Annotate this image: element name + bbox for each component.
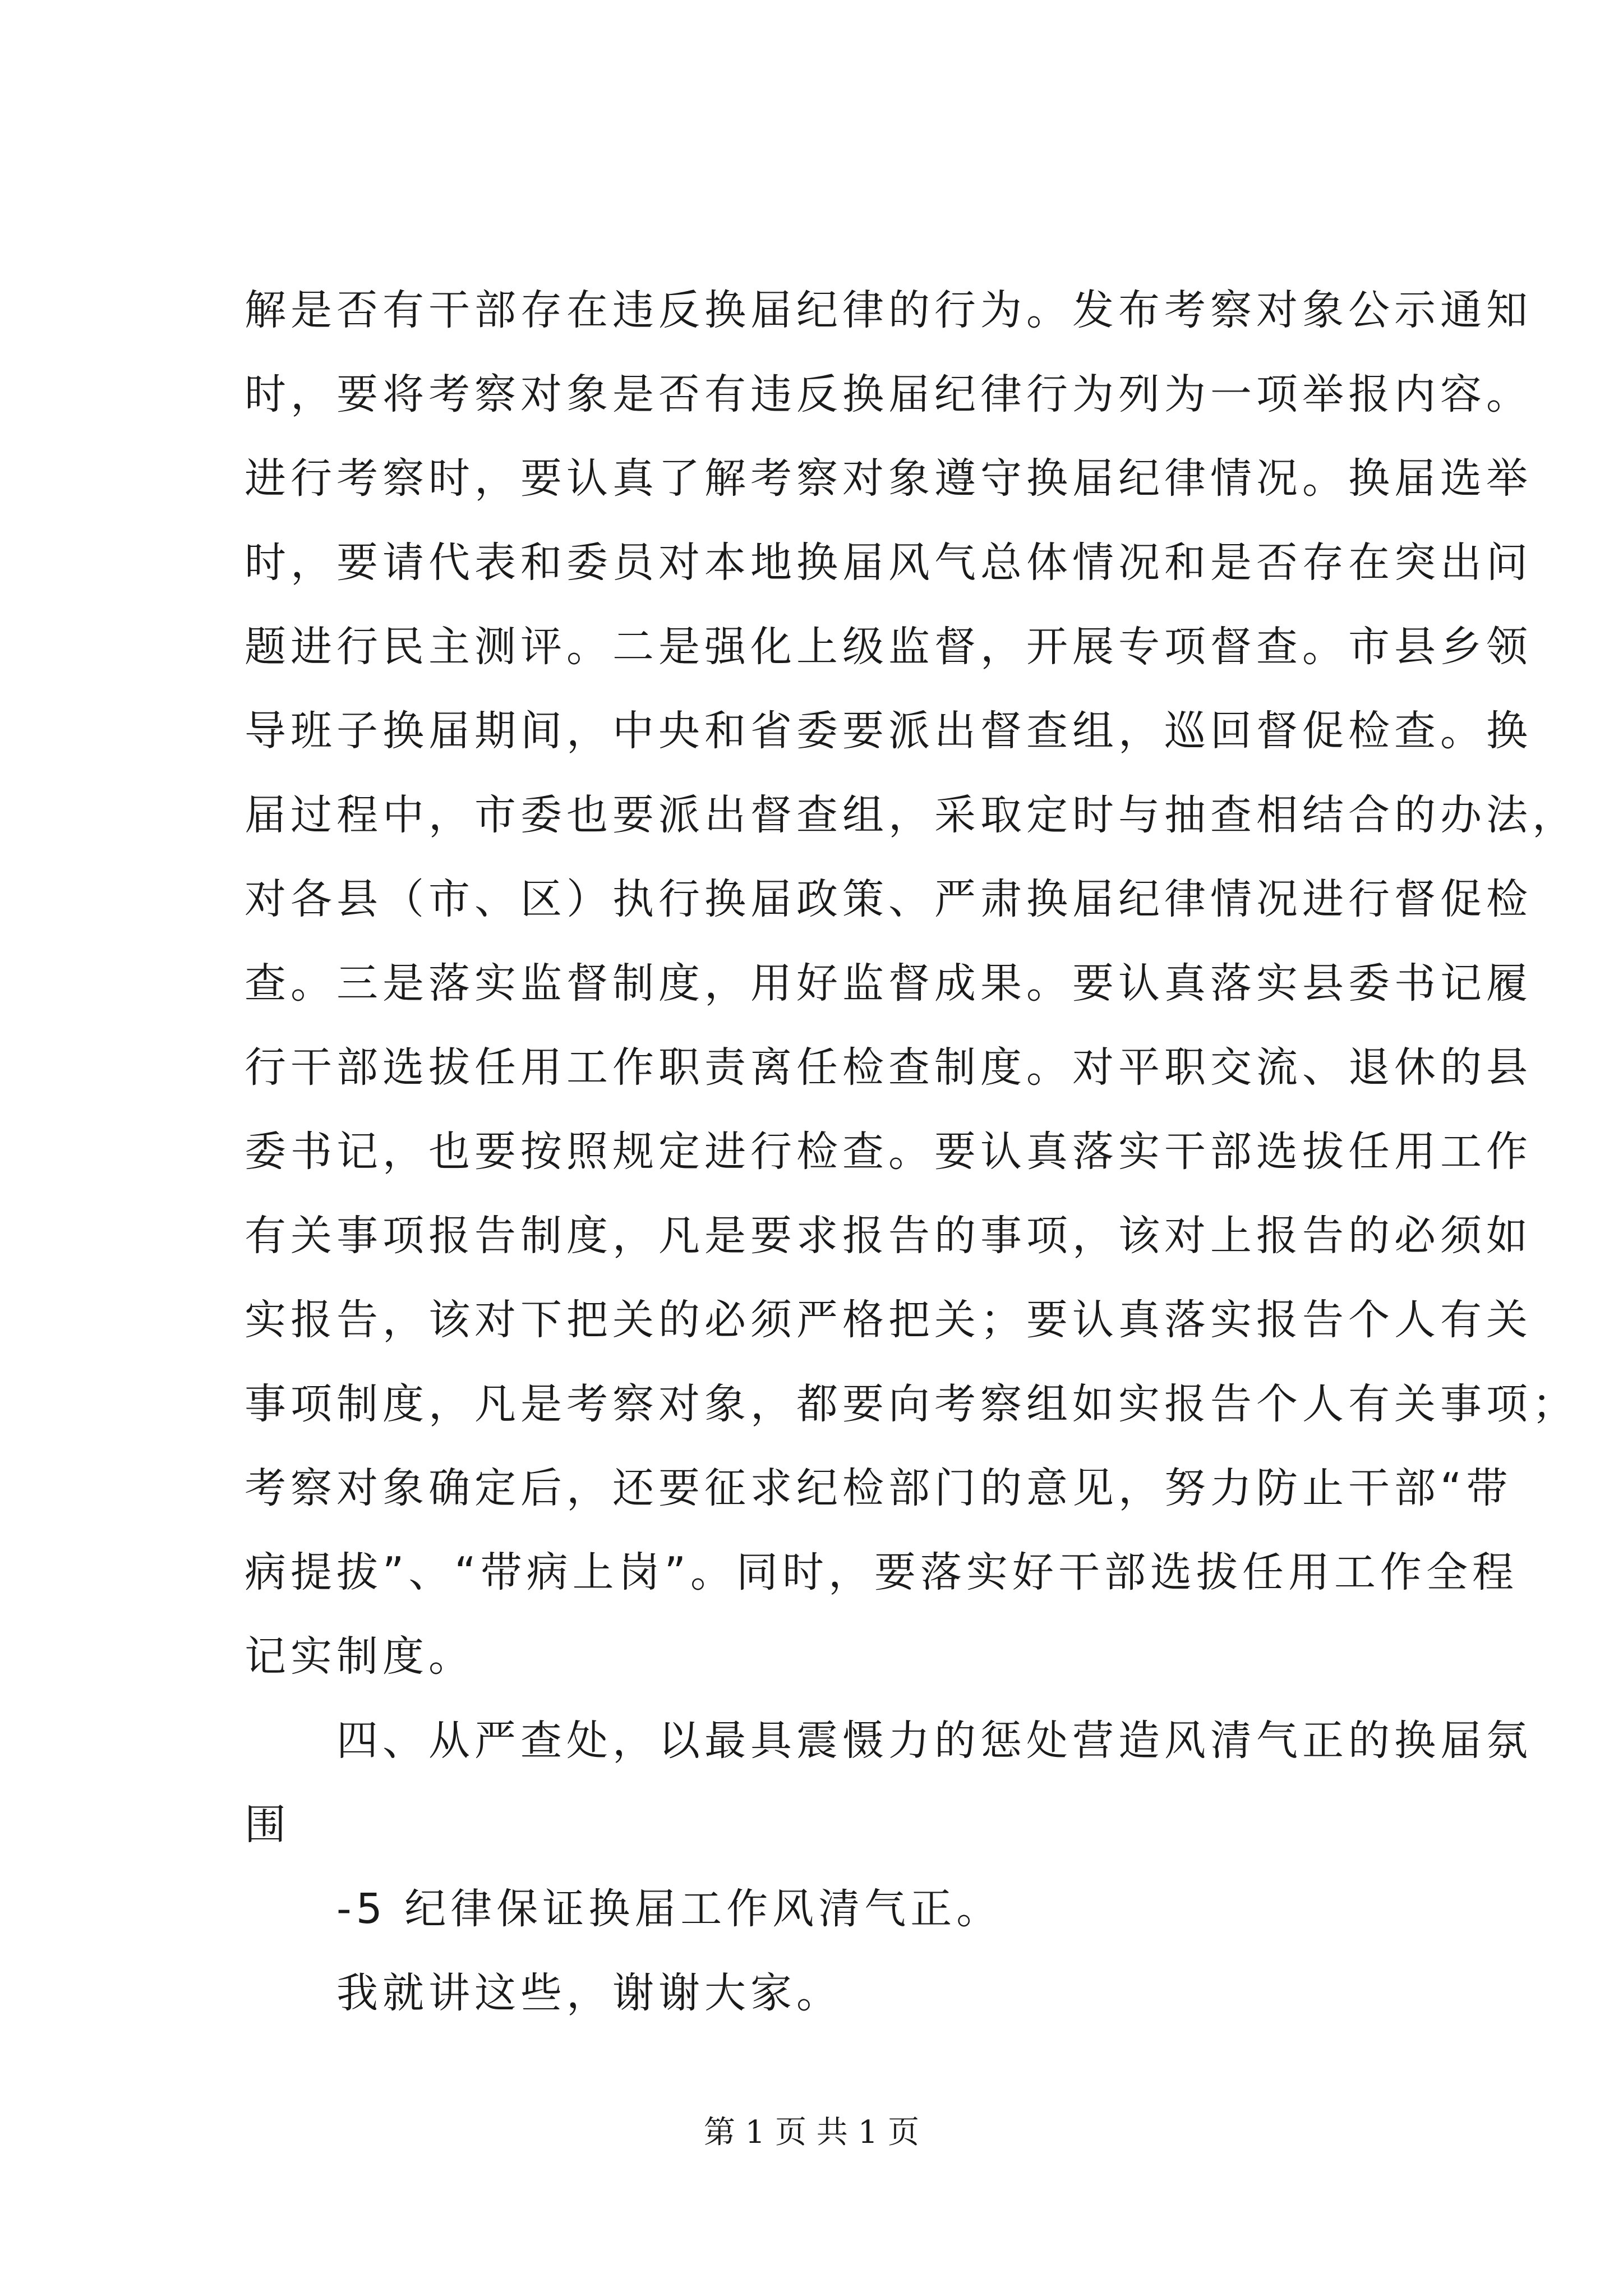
section-heading-line: 围 [245, 1801, 291, 1849]
text-line: 时，要请代表和委员对本地换届风气总体情况和是否存在突出问 [245, 539, 1532, 587]
text-line: -5 纪律保证换届工作风清气正。 [245, 1885, 1003, 1933]
document-body [245, 268, 1578, 2035]
text-line: 解是否有干部存在违反换届纪律的行为。发布考察对象公示通知 [245, 286, 1532, 334]
text-line: 导班子换届期间，中央和省委要派出督查组，巡回督促检查。换 [245, 707, 1532, 755]
page-number-footer: 第 1 页 共 1 页 [703, 2114, 920, 2151]
text-line: 进行考察时，要认真了解考察对象遵守换届纪律情况。换届选举 [245, 454, 1532, 503]
text-line: 考察对象确定后，还要征求纪检部门的意见，努力防止干部“带 [245, 1464, 1513, 1512]
text-line: 事项制度，凡是考察对象，都要向考察组如实报告个人有关事项； [245, 1380, 1578, 1428]
text-line: 届过程中，市委也要派出督查组，采取定时与抽查相结合的办法， [245, 791, 1578, 839]
text-line: 病提拔”、“带病上岗”。同时，要落实好干部选拔任用工作全程 [245, 1548, 1519, 1596]
text-line: 记实制度。 [245, 1632, 474, 1681]
text-line: 查。三是落实监督制度，用好监督成果。要认真落实县委书记履 [245, 959, 1532, 1007]
text-line: 行干部选拔任用工作职责离任检查制度。对平职交流、退休的县 [245, 1043, 1532, 1092]
text-line: 实报告，该对下把关的必须严格把关；要认真落实报告个人有关 [245, 1296, 1532, 1344]
text-line: 题进行民主测评。二是强化上级监督，开展专项督查。市县乡领 [245, 623, 1532, 671]
closing-line: 我就讲这些，谢谢大家。 [245, 1969, 842, 2017]
text-line: 委书记，也要按照规定进行检查。要认真落实干部选拔任用工作 [245, 1128, 1532, 1176]
text-line: 有关事项报告制度，凡是要求报告的事项，该对上报告的必须如 [245, 1212, 1532, 1260]
text-line: 时，要将考察对象是否有违反换届纪律行为列为一项举报内容。 [245, 370, 1532, 418]
text-line: 对各县（市、区）执行换届政策、严肃换届纪律情况进行督促检 [245, 875, 1532, 923]
section-heading-line: 四、从严查处，以最具震慑力的惩处营造风清气正的换届氛 [245, 1717, 1532, 1765]
